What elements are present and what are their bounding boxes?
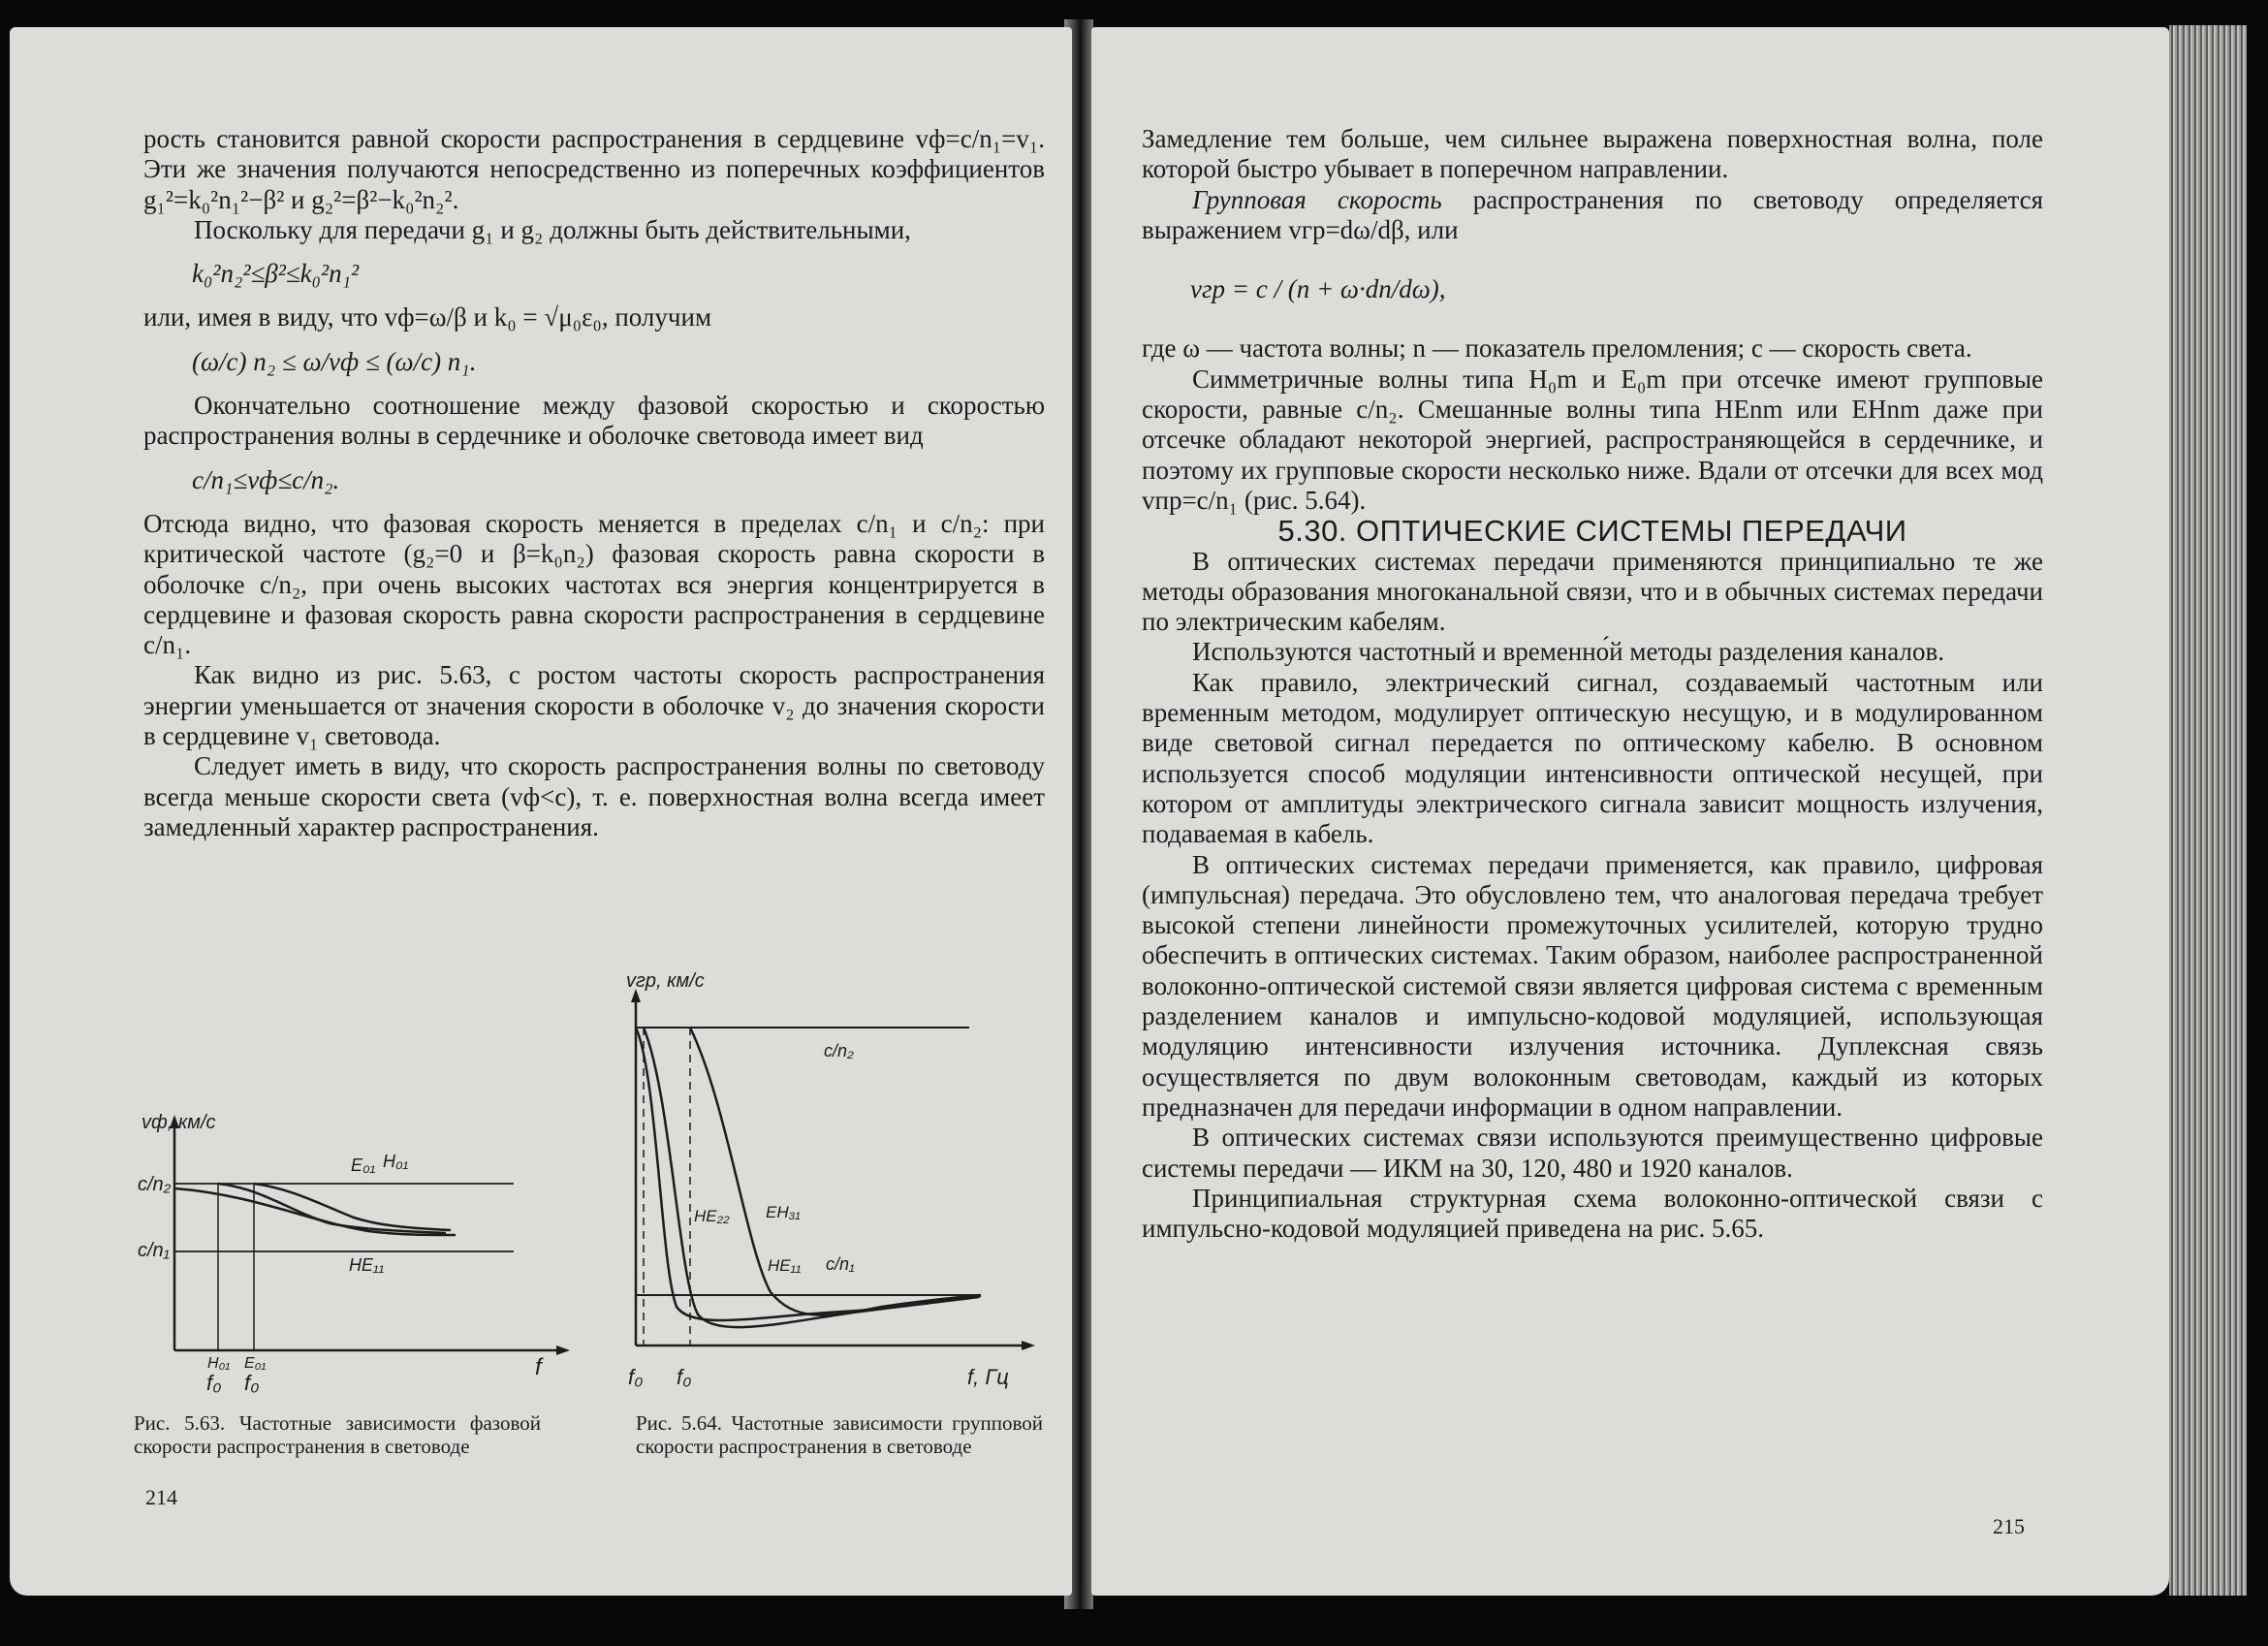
paragraph: В оптических системах передачи применяются принципиально те же методы образования многоканальной связи, что и в обычных системах передачи по электрическим кабелям. [1142, 546, 2043, 637]
x-tick-label: f₀ [628, 1365, 644, 1389]
paragraph: Как видно из рис. 5.63, с ростом частоты скорость распространения энергии уменьшается от значения скорости в оболочке v₂ до значения скорости в сердцевине v₁ световода. [143, 660, 1045, 751]
curve-label-eh31: EH₃₁ [766, 1203, 801, 1221]
curve-label-h01: H₀₁ [383, 1152, 409, 1171]
paragraph: где ω — частота волны; n — показатель преломления; c — скорость света. [1142, 333, 1972, 364]
formula: c/n₁≤vф≤c/n₂. [192, 464, 340, 494]
formula: vгр = c / (n + ω·dn/dω), [1190, 274, 1446, 304]
right-page-text [1142, 124, 2043, 1244]
x-axis-label: f, Гц [967, 1365, 1009, 1389]
curve-label-he11: HE₁₁ [349, 1255, 385, 1275]
left-page-text [143, 124, 1045, 842]
left-page [10, 27, 1072, 1596]
y-tick-label: c/n₂ [138, 1174, 172, 1195]
y-axis-label: vф, км/с [142, 1112, 216, 1133]
paragraph: Используются частотный и временно́й методы разделения каналов. [1192, 637, 1944, 667]
x-tick-label: f₀ [206, 1371, 222, 1395]
x-tick-label: E₀₁ [244, 1355, 267, 1372]
figure-5-64 [601, 958, 1047, 1406]
page-number: 215 [1993, 1514, 2025, 1538]
paragraph-text: распространения по световоду определяется выражением vгр=dω/dβ, или [1142, 184, 2043, 244]
paragraph: Отсюда видно, что фазовая скорость меняется в пределах c/n₁ и c/n₂: при критической частоте (g₂=0 и β=k₀n₂) фазовая скорость равна скорости в оболочке c/n₂, при очень высоких частотах вся энергия концентрируется в сердцевине и фазовая скорость равна скорости распространения в сердцевине c/n₁. [143, 508, 1045, 660]
x-tick-label: f₀ [677, 1365, 692, 1389]
paragraph: Окончательно соотношение между фазовой скоростью и скоростью распространения волны в сердечнике и оболочке световода имеет вид [143, 391, 1045, 451]
x-axis-arrow [1022, 1341, 1035, 1350]
page-number: 214 [145, 1485, 177, 1509]
paragraph: В оптических системах передачи применяется, как правило, цифровая (импульсная) передача. Это обусловлено тем, что аналоговая передача требует высокой степени линейности промежуточных усилителей, которую трудно обеспечить в оптических системах. Таким образом, наиболее распространенной волоконно-оптической системой связи является цифровая система с временным разделением каналов и импульсно-кодовой модуляцией, использующая модуляцию интенсивности излучения источника. Дуплексная связь осуществляется по двум волоконным световодам, каждый из которых предназначен для передачи информации в одном направлении. [1142, 849, 2043, 1122]
curve-label-he11: HE₁₁ [768, 1256, 802, 1275]
figure-caption: Рис. 5.64. Частотные зависимости групповой скорости распространения в световоде [636, 1411, 1043, 1458]
section-heading: 5.30. ОПТИЧЕСКИЕ СИСТЕМЫ ПЕРЕДАЧИ [1277, 514, 1907, 549]
curve-h01 [254, 1184, 451, 1230]
x-tick-label: f₀ [244, 1371, 260, 1395]
italic-term: Групповая скорость [1192, 184, 1442, 214]
paragraph: Замедление тем больше, чем сильнее выражена поверхностная волна, поле которой быстро убывает в поперечном направлении. [1142, 124, 2043, 184]
paragraph: Симметричные волны типа H₀m и E₀m при отсечке имеют групповые скорости, равные c/n₂. Смешанные волны типа HEnm или EHnm даже при отсечке обладают некоторой энергией, распространяющейся в сердечнике, и поэтому их групповые скорости несколько ниже. Вдали от отсечки для всех мод vпр=c/n₁ (рис. 5.64). [1142, 364, 2043, 515]
curve-eh31 [644, 1028, 981, 1327]
y-axis-label: vгр, км/с [626, 970, 705, 992]
paragraph [1142, 185, 2043, 246]
paragraph: В оптических системах связи используются преимущественно цифровые системы передачи — ИКМ на 30, 120, 480 и 1920 каналов. [1142, 1123, 2043, 1183]
formula: (ω/c) n₂ ≤ ω/vф ≤ (ω/c) n₁. [192, 346, 477, 376]
curve-label-he22: HE₂₂ [694, 1207, 730, 1225]
figure-caption: Рис. 5.63. Частотные зависимости фазовой скорости распространения в световоде [134, 1411, 541, 1458]
curve-label-c-n1: c/n₁ [826, 1254, 855, 1274]
paragraph: Как правило, электрический сигнал, создаваемый частотным или временным методом, модулирует оптическую несущую, и в модулированном виде световой сигнал передается по оптическому кабелю. В основном используется способ модуляции интенсивности оптической несущей, при котором от амплитуды электрического сигнала зависит мощность излучения, подаваемая в кабель. [1142, 667, 2043, 849]
x-axis-label: f [535, 1354, 542, 1380]
paragraph: Принципиальная структурная схема волоконно-оптической связи с импульсно-кодовой модуляцией приведена на рис. 5.65. [1142, 1183, 2043, 1244]
paragraph: Следует иметь в виду, что скорость распространения волны по световоду всегда меньше скорости света (vф<c), т. е. поверхностная волна всегда имеет замедленный характер распространения. [143, 751, 1045, 841]
x-axis-arrow [556, 1345, 570, 1355]
y-tick-label: c/n₁ [138, 1240, 170, 1261]
formula: k₀²n₂²≤β²≤k₀²n₁² [192, 259, 360, 289]
figure-5-63 [136, 1093, 582, 1404]
curve-label-e01: E₀₁ [351, 1155, 376, 1175]
paragraph: Поскольку для передачи g₁ и g₂ должны быть действительными, [194, 214, 911, 244]
right-page [1091, 27, 2169, 1596]
paragraph: рость становится равной скорости распространения в сердцевине vф=c/n₁=v₁. Эти же значения получаются непосредственно из поперечных коэффициентов g₁²=k₀²n₁²−β² и g₂²=β²−k₀²n₂². [143, 124, 1045, 214]
paragraph: или, имея в виду, что vф=ω/β и k₀ = √μ₀ε₀, получим [143, 302, 712, 332]
page-edges [2169, 25, 2247, 1596]
curve-label-c-n2: c/n₂ [824, 1041, 854, 1060]
x-tick-label: H₀₁ [207, 1355, 231, 1372]
